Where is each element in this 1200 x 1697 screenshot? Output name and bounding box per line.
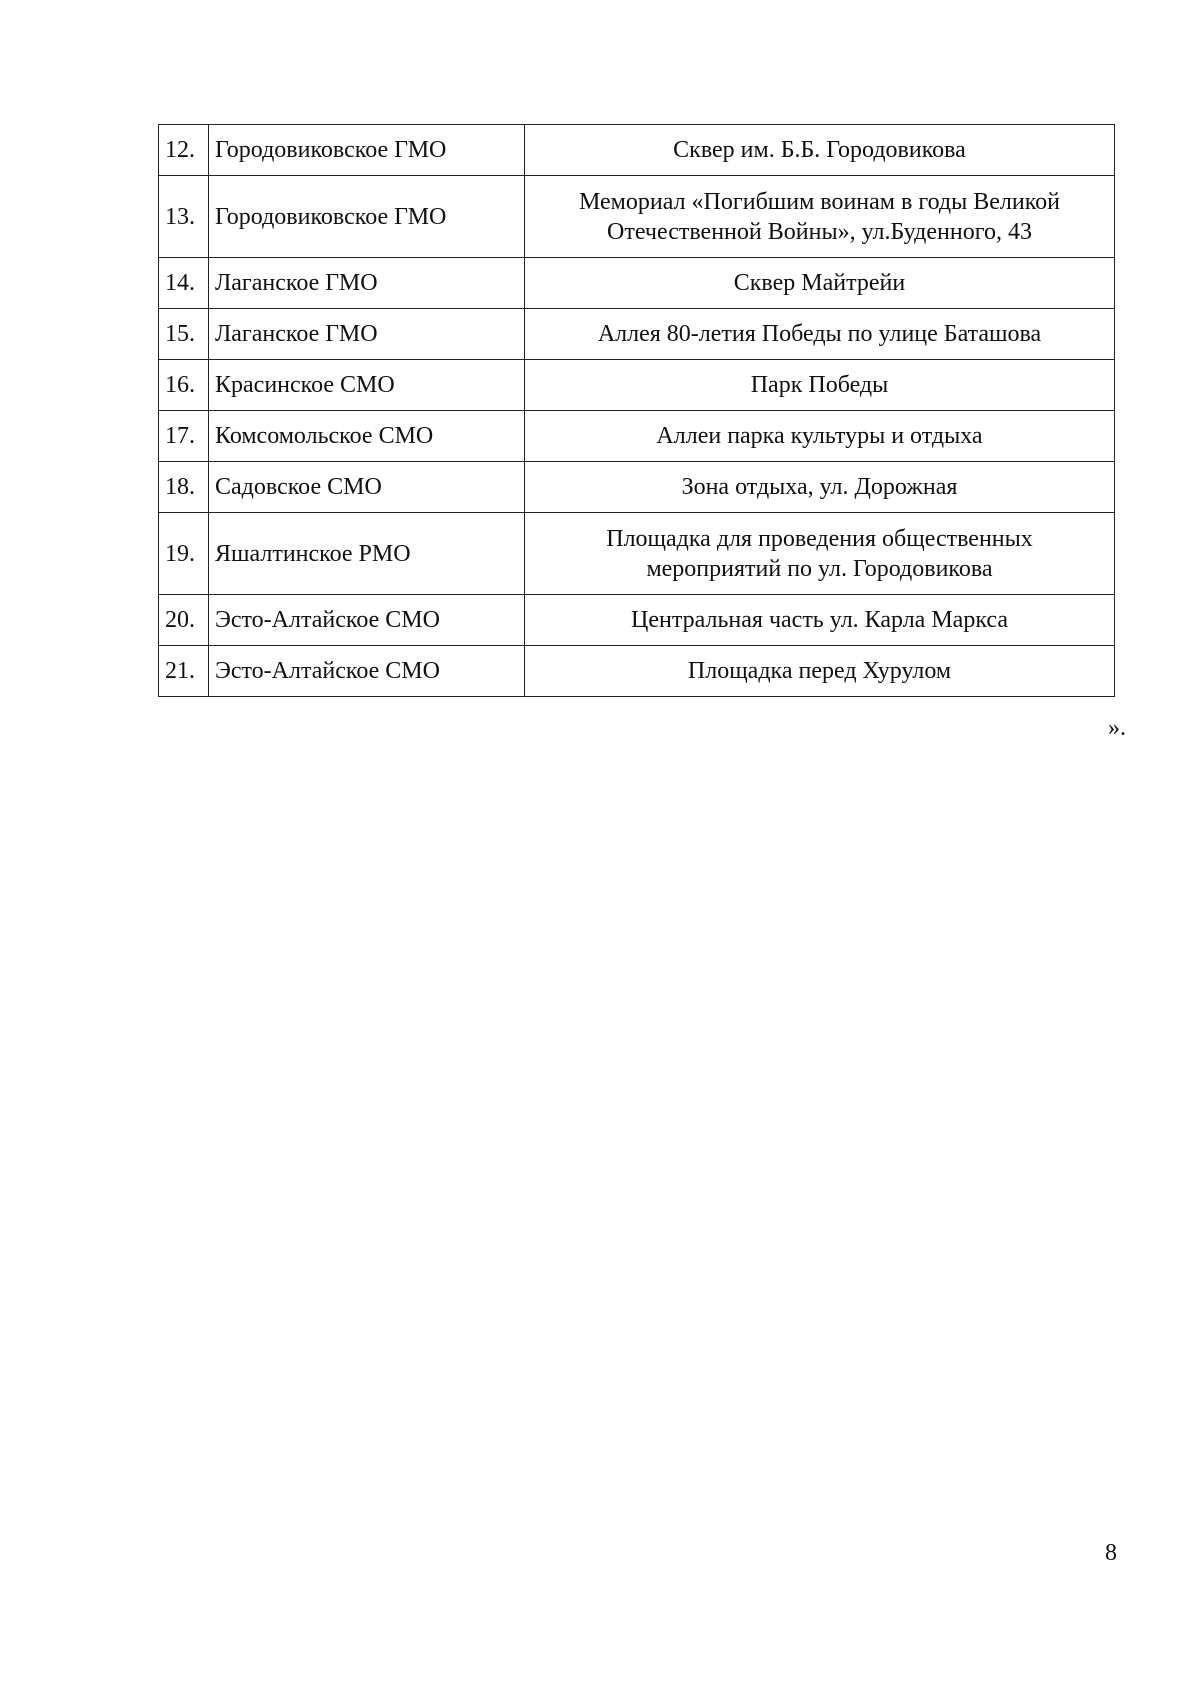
place-line: Площадка для проведения общественных bbox=[606, 525, 1033, 552]
table-row bbox=[159, 360, 1115, 411]
row-number: 18. bbox=[159, 462, 209, 513]
row-number: 19. bbox=[159, 513, 209, 595]
place-line: Парк Победы bbox=[750, 372, 889, 398]
table-row bbox=[159, 309, 1115, 360]
places-table bbox=[158, 124, 1115, 697]
place-cell bbox=[525, 125, 1115, 176]
place-cell bbox=[525, 646, 1115, 697]
row-number: 17. bbox=[159, 411, 209, 462]
place-cell bbox=[525, 513, 1115, 595]
place-line: Сквер Майтрейи bbox=[733, 270, 906, 296]
place-line: Площадка перед Хурулом bbox=[687, 658, 952, 684]
row-number: 13. bbox=[159, 176, 209, 258]
place-line: Отечественной Войны», ул.Буденного, 43 bbox=[607, 218, 1032, 245]
place-line: Центральная часть ул. Карла Маркса bbox=[631, 607, 1008, 633]
place-cell bbox=[525, 462, 1115, 513]
municipality-cell: Садовское СМО bbox=[209, 462, 525, 513]
place-line: Зона отдыха, ул. Дорожная bbox=[681, 474, 958, 500]
municipality-cell: Красинское СМО bbox=[209, 360, 525, 411]
row-number: 12. bbox=[159, 125, 209, 176]
row-number: 14. bbox=[159, 258, 209, 309]
row-number: 15. bbox=[159, 309, 209, 360]
place-cell bbox=[525, 360, 1115, 411]
table-row bbox=[159, 258, 1115, 309]
place-cell bbox=[525, 595, 1115, 646]
table-row bbox=[159, 513, 1115, 595]
places-table-body bbox=[159, 125, 1115, 697]
place-line: Аллея 80-летия Победы по улице Баташова bbox=[597, 321, 1042, 347]
table-row bbox=[159, 176, 1115, 258]
table-row bbox=[159, 411, 1115, 462]
place-line: мероприятий по ул. Городовикова bbox=[646, 555, 993, 582]
place-cell bbox=[525, 411, 1115, 462]
place-cell bbox=[525, 309, 1115, 360]
table-row bbox=[159, 595, 1115, 646]
place-line: Мемориал «Погибшим воинам в годы Великой bbox=[579, 188, 1060, 215]
municipality-cell: Городовиковское ГМО bbox=[209, 125, 525, 176]
row-number: 16. bbox=[159, 360, 209, 411]
place-cell bbox=[525, 258, 1115, 309]
place-cell bbox=[525, 176, 1115, 258]
table-row bbox=[159, 646, 1115, 697]
municipality-cell: Лаганское ГМО bbox=[209, 258, 525, 309]
place-line: Сквер им. Б.Б. Городовикова bbox=[673, 137, 966, 163]
closing-quote: ». bbox=[1108, 715, 1126, 741]
municipality-cell: Эсто-Алтайское СМО bbox=[209, 646, 525, 697]
row-number: 21. bbox=[159, 646, 209, 697]
municipality-cell: Лаганское ГМО bbox=[209, 309, 525, 360]
municipality-cell: Городовиковское ГМО bbox=[209, 176, 525, 258]
municipality-cell: Яшалтинское РМО bbox=[209, 513, 525, 595]
municipality-cell: Комсомольское СМО bbox=[209, 411, 525, 462]
table-row bbox=[159, 462, 1115, 513]
place-line: Аллеи парка культуры и отдыха bbox=[656, 423, 983, 449]
row-number: 20. bbox=[159, 595, 209, 646]
municipality-cell: Эсто-Алтайское СМО bbox=[209, 595, 525, 646]
table-row bbox=[159, 125, 1115, 176]
page-number: 8 bbox=[1105, 1540, 1117, 1566]
